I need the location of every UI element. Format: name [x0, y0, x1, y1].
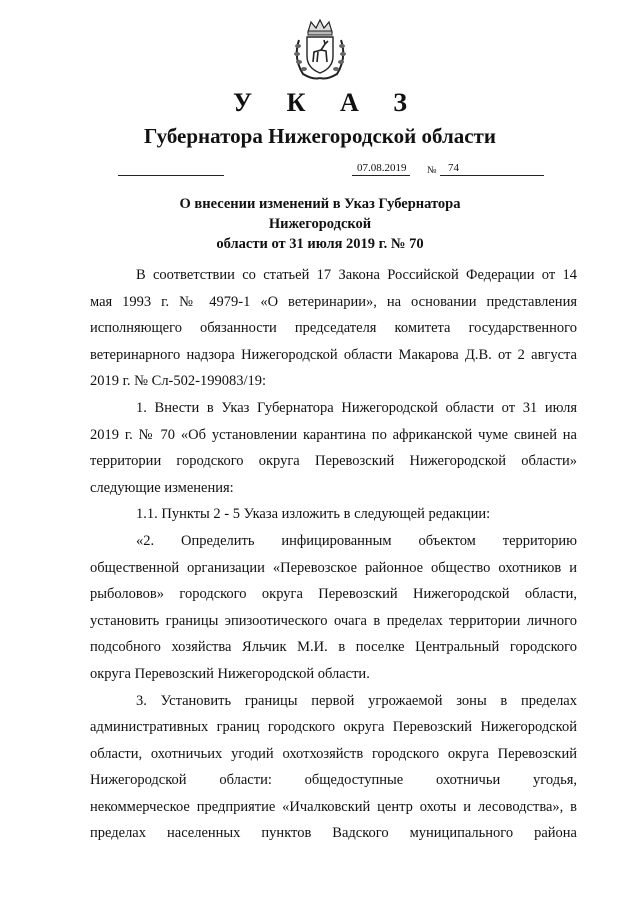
body-line: В соответствии со статьей 17 Закона Российской Федерации от 14 — [136, 267, 577, 283]
body-line: административных границ городского округа Перевозский Нижегородской — [90, 719, 577, 736]
body-line: мая 1993 г. № 4979-1 «О ветеринарии», на основании представления — [90, 293, 577, 310]
document-date: 07.08.2019 — [357, 162, 407, 174]
body-line: 2019 г. № 70 «Об установлении карантина по африканской чуме свиней на — [90, 426, 577, 443]
body-line: территории городского округа Перевозский Нижегородской области» — [90, 453, 577, 470]
issuer-title: Губернатора Нижегородской области — [144, 124, 496, 148]
date-underline — [352, 175, 410, 176]
document-number: 74 — [448, 162, 459, 174]
coat-of-arms-icon — [291, 18, 349, 80]
coat-of-arms-emblem — [291, 18, 349, 80]
document-heading-line: области от 31 июля 2019 г. № 70 — [216, 236, 424, 252]
body-line: пределах населенных пунктов Вадского муниципального района — [90, 825, 577, 842]
blank-line-left — [118, 175, 224, 176]
body-line: исполняющего обязанности председателя комитета государственного — [90, 320, 577, 337]
body-line: некоммерческое предприятие «Ичалковский центр охоты и лесоводства», в — [90, 798, 577, 815]
document-heading-line: О внесении изменений в Указ Губернатора Нижегородской — [179, 196, 461, 232]
body-line: следующие изменения: — [90, 479, 234, 496]
body-line: «2. Определить инфицированным объектом территорию — [136, 532, 577, 549]
number-sign: № — [427, 165, 437, 176]
document-body — [90, 262, 577, 847]
body-line: ветеринарного надзора Нижегородской области Макарова Д.В. от 2 августа — [90, 346, 577, 363]
body-line: общественной организации «Перевозское районное общество охотников и — [90, 559, 577, 576]
body-line: установить границы эпизоотического очага в пределах территории личного — [90, 612, 577, 629]
body-line: подсобного хозяйства Яльчик М.И. в поселке Центральный городского — [90, 639, 577, 656]
body-line: 3. Установить границы первой угрожаемой зоны в пределах — [136, 692, 577, 709]
body-line: округа Перевозский Нижегородской области. — [90, 665, 370, 682]
date-number-row — [0, 160, 640, 182]
body-line: 1. Внести в Указ Губернатора Нижегородской области от 31 июля — [136, 399, 577, 416]
document-heading — [130, 194, 510, 254]
body-line: Нижегородской области: общедоступные охотничьи угодья, — [90, 772, 577, 789]
body-line: 2019 г. № Сл-502-199083/19: — [90, 373, 267, 390]
body-line: области, охотничьих угодий охотхозяйств городского округа Перевозский — [90, 745, 577, 762]
body-line: 1.1. Пункты 2 - 5 Указа изложить в следующей редакции: — [136, 506, 491, 523]
document-type-title: У К А З — [233, 88, 421, 117]
body-line: рыболовов» городского округа Перевозский Нижегородской области, — [90, 586, 577, 603]
number-underline — [440, 175, 544, 176]
